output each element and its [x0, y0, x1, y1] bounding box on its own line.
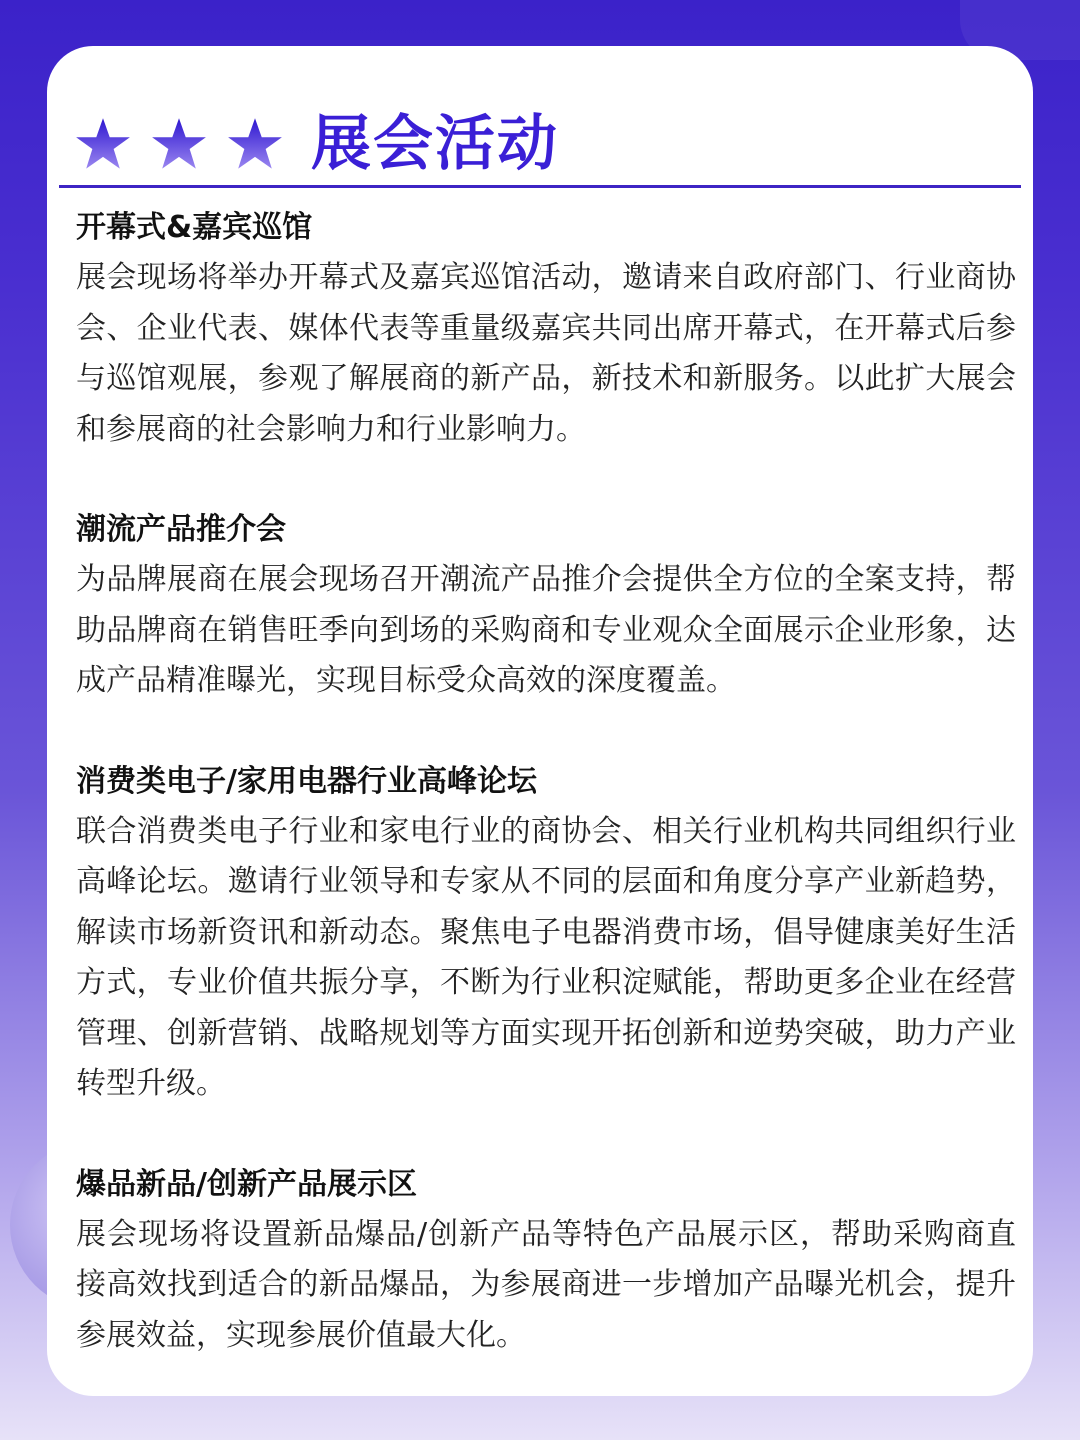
section-title: 潮流产品推介会	[76, 512, 286, 547]
section-title: 爆品新品/创新产品展示区	[76, 1166, 417, 1202]
section-opening-ceremony	[76, 203, 1016, 455]
section-product-launch	[76, 505, 1016, 707]
content-card	[47, 46, 1033, 1396]
section-body: 为品牌展商在展会现场召开潮流产品推介会提供全方位的全案支持，帮助品牌商在销售旺季向到场的采购商和专业观众全面展示企业形象，达成产品精准曝光，实现目标受众高效的深度覆盖。	[76, 562, 1016, 698]
page-title: 展会活动	[311, 109, 559, 179]
star-icon	[75, 116, 131, 172]
header	[75, 104, 559, 184]
divider	[59, 185, 1021, 188]
section-body: 展会现场将举办开幕式及嘉宾巡馆活动，邀请来自政府部门、行业商协会、企业代表、媒体代表等重量级嘉宾共同出席开幕式，在开幕式后参与巡馆观展，参观了解展商的新产品，新技术和新服务。以此扩大展会和参展商的社会影响力和行业影响力。	[76, 260, 1016, 447]
section-product-showcase	[76, 1160, 1016, 1362]
sections	[76, 203, 1016, 1411]
star-icon	[151, 116, 207, 172]
section-body: 联合消费类电子行业和家电行业的商协会、相关行业机构共同组织行业高峰论坛。邀请行业领导和专家从不同的层面和角度分享产业新趋势，解读市场新资讯和新动态。聚焦电子电器消费市场，倡导健康美好生活方式，专业价值共振分享，不断为行业积淀赋能，帮助更多企业在经营管理、创新营销、战略规划等方面实现开拓创新和逆势突破，助力产业转型升级。	[76, 813, 1016, 1101]
star-icon	[227, 116, 283, 172]
section-body: 展会现场将设置新品爆品/创新产品等特色产品展示区，帮助采购商直接高效找到适合的新品爆品，为参展商进一步增加产品曝光机会，提升参展效益，实现参展价值最大化。	[76, 1216, 1016, 1353]
section-title: 开幕式&嘉宾巡馆	[76, 210, 313, 245]
section-title: 消费类电子/家用电器行业高峰论坛	[76, 763, 537, 799]
section-industry-forum	[76, 757, 1016, 1110]
